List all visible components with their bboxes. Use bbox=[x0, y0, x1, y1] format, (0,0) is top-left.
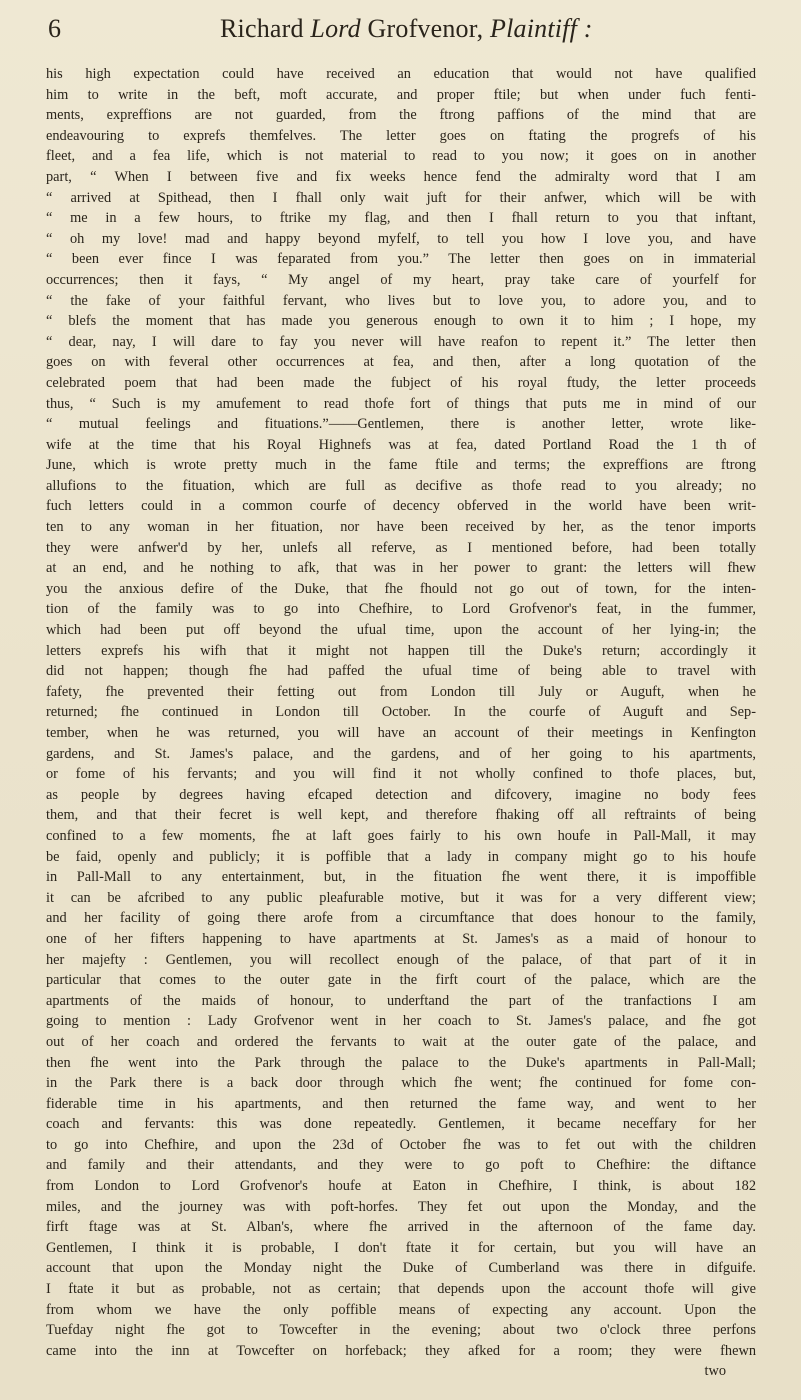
text-line: two bbox=[704, 1363, 726, 1380]
text-line: ments, expreffions are not guarded, from the ftrong paffions of the mind that are bbox=[46, 107, 756, 124]
text-line: out of her coach and ordered the fervants to wait at the outer gate of the palace, and bbox=[46, 1033, 756, 1050]
text-line: celebrated poem that had been made the fubject of his royal ftudy, the letter proceeds bbox=[46, 374, 756, 391]
text-line: they were anfwer'd by her, unlefs all referve, as I mentioned before, had been totally bbox=[46, 539, 756, 556]
text-line: tember, when he was returned, you will have an account of their meetings in Kenfington bbox=[46, 725, 756, 741]
text-line: you the anxious defire of the Duke, that fhe fhould not go out of town, for the inten- bbox=[46, 580, 756, 597]
running-head-name: Grofvenor, bbox=[360, 14, 490, 43]
text-line: firft ftage was at St. Alban's, where fhe arrived in the afternoon of the fame day. bbox=[46, 1219, 756, 1236]
running-head bbox=[220, 14, 593, 44]
text-line: from whom we have the only poffible means of expecting any account. Upon the bbox=[46, 1301, 756, 1318]
text-line: or fome of his fervants; and you will find it not wholly confined to thofe places, but, bbox=[46, 766, 756, 783]
text-line: fleet, and a fea life, which is not material to read to you now; it goes on in another bbox=[46, 148, 756, 165]
text-line: at an end, and he nothing to afk, that was in her power to grant: the letters will fhew bbox=[46, 560, 756, 577]
text-line: “ oh my love! mad and happy beyond myfelf, to tell you how I love you, and have bbox=[46, 230, 756, 247]
text-line: “ arrived at Spithead, then I fhall only wait juft for their anfwer, which will be with bbox=[46, 189, 756, 206]
running-head-prefix: Richard bbox=[220, 14, 311, 43]
text-line: one of her fifters happening to have apartments at St. James's as a maid of honour to bbox=[46, 930, 756, 947]
text-line: “ me in a few hours, to ftrike my flag, and then I fhall return to you that inftant, bbox=[46, 210, 756, 227]
text-line: ten to any woman in her fituation, nor have been received by her, as the tenor imports bbox=[46, 519, 756, 536]
text-line: came into the inn at Towcefter on horfeback; they afked for a room; they were fhewn bbox=[46, 1342, 756, 1359]
text-line: June, which is wrote pretty much in the fame ftile and terms; the expreffions are ftrong bbox=[46, 457, 756, 474]
text-line: letters exprefs his wifh that it might not happen till the Duke's return; accordingly it bbox=[46, 642, 756, 659]
text-line: “ dear, nay, I will dare to fay you never will have reafon to repent it.” The letter then bbox=[46, 333, 756, 350]
text-line: and her facility of going there arofe from a circumftance that does honour to the family, bbox=[46, 910, 756, 927]
page-header bbox=[48, 14, 741, 56]
text-line: from London to Lord Grofvenor's houfe at Eaton in Chefhire, I think, is about 182 bbox=[46, 1178, 756, 1195]
running-head-role: Plaintiff : bbox=[489, 14, 593, 43]
running-head-lord: Lord bbox=[310, 14, 361, 43]
text-line: did not happen; though fhe had paffed the ufual time of being able to travel with bbox=[46, 663, 756, 680]
text-line: in Pall-Mall to any entertainment, but, in the fituation fhe went there, it is impoffible bbox=[46, 869, 756, 886]
text-line: confined to a few moments, fhe at laft goes fairly to his own houfe in Pall-Mall, it may bbox=[46, 827, 756, 844]
text-line: which had been put off beyond the ufual time, upon the account of her lying-in; the bbox=[46, 622, 756, 639]
text-line: coach and fervants: this was done repeatedly. Gentlemen, it became neceffary for her bbox=[46, 1116, 756, 1133]
text-line: as people by degrees having efcaped detection and difcovery, imagine no body fees bbox=[46, 786, 756, 803]
text-line: I ftate it but as probable, not as certain; that depends upon the account thofe will give bbox=[46, 1281, 756, 1298]
text-line: “ the fake of your faithful fervant, who lives but to love you, to adore you, and to bbox=[46, 292, 756, 309]
text-line: it can be afcribed to any public pleafurable motive, but it was for a very different view; bbox=[46, 889, 756, 906]
text-line: be faid, openly and publicly; it is poffible that a lady in company might go to his houfe bbox=[46, 848, 756, 865]
text-line: wife at the time that his Royal Highnefs was at fea, dated Portland Road the 1 th of bbox=[46, 436, 756, 453]
text-line: thus, “ Such is my amufement to read thofe fort of things that puts me in mind of our bbox=[46, 395, 756, 412]
text-line: then fhe went into the Park through the palace to the Duke's apartments in Pall-Mall; bbox=[46, 1054, 756, 1071]
text-line: him to write in the beft, moft accurate, and proper ftile; but when under fuch fenti- bbox=[46, 86, 756, 103]
text-line: tion of the family was to go into Chefhire, to Lord Grofvenor's feat, in the fummer, bbox=[46, 601, 756, 618]
text-line: in the Park there is a back door through which fhe went; fhe continued for fome con- bbox=[46, 1075, 756, 1092]
body-text bbox=[46, 64, 756, 1382]
text-line: apartments of the maids of honour, to underftand the part of the tranfactions I am bbox=[46, 992, 756, 1009]
text-line: her majefty : Gentlemen, you will recollect enough of the palace, of that part of it in bbox=[46, 951, 756, 968]
text-line: “ mutual feelings and fituations.”——Gentlemen, there is another letter, wrote like- bbox=[46, 416, 756, 433]
text-line: them, and that their fecret is well kept, and therefore fhaking off all reftraints of being bbox=[46, 807, 756, 824]
text-line: allufions to the fituation, which are full as decifive as thofe read to you already; no bbox=[46, 477, 756, 494]
text-line: gardens, and St. James's palace, and the gardens, and of her going to his apartments, bbox=[46, 745, 756, 762]
text-line: returned; fhe continued in London till October. In the courfe of Auguft and Sep- bbox=[46, 704, 756, 721]
text-line: goes on with feveral other occurrences at fea, and then, after a long quotation of the bbox=[46, 354, 756, 371]
text-line: Tuefday night fhe got to Towcefter in the evening; about two o'clock three perfons bbox=[46, 1322, 756, 1339]
text-line: fuch letters could in a common courfe of decency obferved in the world have been writ- bbox=[46, 498, 756, 515]
text-line: occurrences; then it fays, “ My angel of my heart, pray take care of yourfelf for bbox=[46, 271, 756, 288]
text-line: part, “ When I between five and fix weeks hence fend the admiralty word that I am bbox=[46, 168, 756, 185]
text-line: fiderable time in his apartments, and then returned the fame way, and went to her bbox=[46, 1095, 756, 1112]
text-line: fafety, fhe prevented their fetting out from London till July or Auguft, when he bbox=[46, 683, 756, 700]
text-line: account that upon the Monday night the Duke of Cumberland was there in difguife. bbox=[46, 1260, 756, 1277]
text-line: to go into Chefhire, and upon the 23d of October fhe was to fet out with the children bbox=[46, 1136, 756, 1153]
page-number: 6 bbox=[48, 14, 61, 43]
text-line: “ blefs the moment that has made you generous enough to own it to him ; I hope, my bbox=[46, 313, 756, 330]
text-line: “ been ever fince I was feparated from you.” The letter then goes on in immaterial bbox=[46, 251, 756, 268]
text-line: going to mention : Lady Grofvenor went in her coach to St. James's palace, and fhe got bbox=[46, 1013, 756, 1030]
text-line: Gentlemen, I think it is probable, I don't ftate it for certain, but you will have an bbox=[46, 1239, 756, 1256]
text-line: endeavouring to exprefs themfelves. The letter goes on ftating the progrefs of his bbox=[46, 127, 756, 144]
text-line: and family and their attendants, and they were to go poft to Chefhire: the diftance bbox=[46, 1157, 756, 1174]
text-line: miles, and the journey was with poft-horfes. They fet out upon the Monday, and the bbox=[46, 1198, 756, 1215]
text-line: particular that comes to the outer gate in the firft court of the palace, which are the bbox=[46, 972, 756, 989]
text-line: his high expectation could have received an education that would not have qualified bbox=[46, 66, 756, 82]
